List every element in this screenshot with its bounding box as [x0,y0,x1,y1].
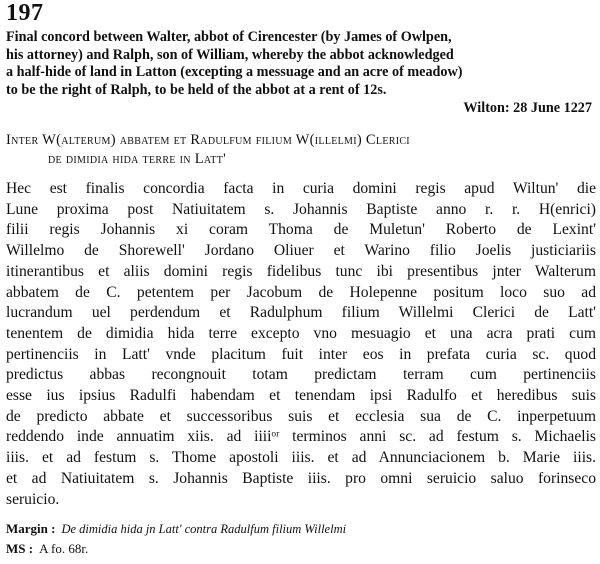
text-line: Hec est finalis concordia facta in curia domini regis apud Wiltun' die [6,180,596,197]
heading-line: Inter W(alterum) abbatem et Radulfum filium W(illelmi) Clerici [6,132,410,148]
summary [6,29,596,99]
entry-number: 197 [6,0,44,26]
text-line: predictus abbas recongnouit totam predictam terram cum pertinenciis [6,366,596,384]
text-line: tenentem de dimidia hida terre excepto vno mesuagio et una acra prati cum [6,324,596,342]
margin-text: De dimidia hida jn Latt' contra Radulfum filium Willelmi [61,522,347,536]
text-line: esse ius ipsius Radulfi habendam et tenendam ipsi Radulfo et heredibus suis [6,387,596,405]
text-line: et ad Natiuitatem s. Johannis Baptiste iiis. pro omni seruicio saluo forinseco [6,469,596,487]
heading-line: de dimidia hida terre in Latt' [48,151,227,167]
summary-line: a half-hide of land in Latton (excepting a messuage and an acre of meadow) [6,64,463,80]
manuscript-reference [6,541,88,557]
text-line: lucrandum uel perdendum et Radulphum filium Willelmi Clerici de Latt' [6,304,596,322]
summary-line: his attorney) and Ralph, son of William, whereby the abbot acknowledged [6,46,454,63]
text-line: iiis. et ad festum s. Thome apostoli iiis. et ad Annunciacionem b. Marie iiis. [6,449,596,467]
summary-line: Final concord between Walter, abbot of Cirencester (by James of Owlpen, [6,29,452,45]
text-line: reddendo inde annuatim xiis. ad iiiiᵒʳ terminos anni sc. ad festum s. Michaelis [6,428,596,446]
ms-text: A fo. 68r. [39,541,89,556]
text-line: itinerantibus et aliis domini regis fidelibus tunc ibi presentibus jnter Walterum [6,262,596,280]
text-line: Willelmo de Shorewell' Jordano Oliuer et Warino filio Joelis justiciariis [6,242,596,260]
margin-note [6,521,346,537]
margin-label: Margin : [6,521,56,536]
place-date: Wilton: 28 June 1227 [463,100,592,116]
latin-text [6,179,596,510]
text-line: Lune proxima post Natiuitatem s. Johannis Baptiste anno r. r. H(enrici) [6,200,596,218]
text-line: pertinenciis in Latt' vnde placitum fuit inter eos in prefata curia sc. quod [6,345,596,363]
text-line: filii regis Johannis xi coram Thoma de Muletun' Roberto de Lexint' [6,221,596,239]
latin-heading [6,131,598,169]
summary-line: to be the right of Ralph, to be held of the abbot at a rent of 12s. [6,81,387,98]
text-line: abbatem de C. petentem per Jacobum de Holepenne positum loco suo ad [6,283,596,301]
text-line: seruicio. [6,490,60,508]
text-line: de predicto abbate et successoribus suis et ecclesia sua de C. inperpetuum [6,407,596,425]
ms-label: MS : [6,541,34,556]
